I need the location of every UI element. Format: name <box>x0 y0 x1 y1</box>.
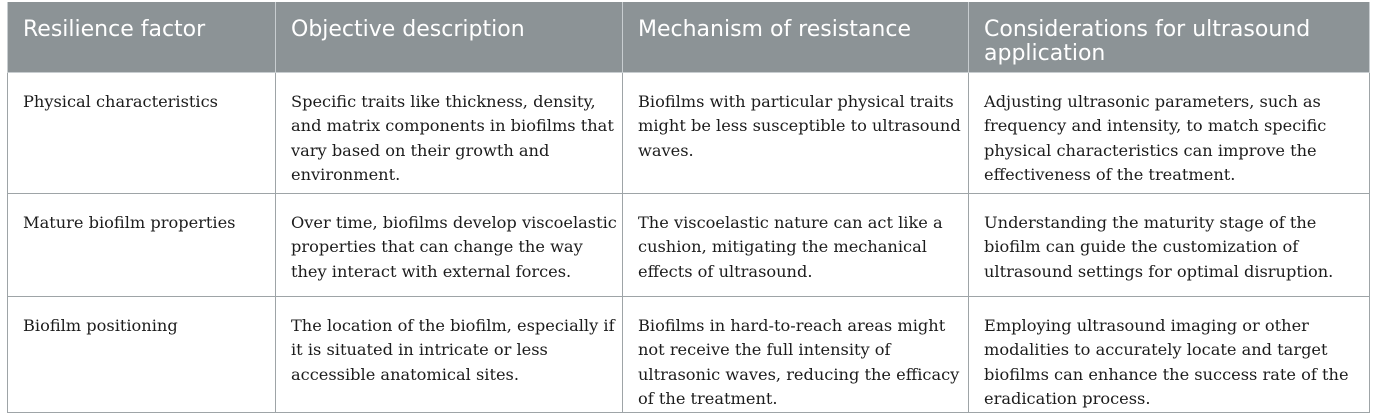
cell-resilience-factor: Physical characteristics <box>8 72 276 193</box>
cell-ultrasound-considerations: Adjusting ultrasonic parameters, such as frequency and intensity, to match specific physical characteristics can improve the effectiveness of the treatment. <box>969 72 1370 193</box>
table-row <box>8 72 1370 193</box>
header-resilience-factor: Resilience factor <box>8 2 276 72</box>
header-mechanism-of-resistance: Mechanism of resistance <box>623 2 969 72</box>
cell-mechanism-of-resistance: Biofilms in hard-to-reach areas might not receive the full intensity of ultrasonic waves, reducing the efficacy of the treatment. <box>623 296 969 412</box>
header-row <box>8 2 1370 72</box>
table-row <box>8 193 1370 296</box>
cell-objective-description: The location of the biofilm, especially if it is situated in intricate or less accessible anatomical sites. <box>276 296 623 412</box>
cell-ultrasound-considerations: Understanding the maturity stage of the biofilm can guide the customization of ultrasound settings for optimal disruption. <box>969 193 1370 296</box>
cell-resilience-factor: Biofilm positioning <box>8 296 276 412</box>
table-body <box>8 72 1370 412</box>
cell-mechanism-of-resistance: The viscoelastic nature can act like a cushion, mitigating the mechanical effects of ultrasound. <box>623 193 969 296</box>
header-objective-description: Objective description <box>276 2 623 72</box>
table-row <box>8 296 1370 412</box>
cell-objective-description: Specific traits like thickness, density, and matrix components in biofilms that vary based on their growth and environment. <box>276 72 623 193</box>
cell-mechanism-of-resistance: Biofilms with particular physical traits might be less susceptible to ultrasound waves. <box>623 72 969 193</box>
table-header <box>8 2 1370 72</box>
cell-resilience-factor: Mature biofilm properties <box>8 193 276 296</box>
cell-ultrasound-considerations: Employing ultrasound imaging or other modalities to accurately locate and target biofilms can enhance the success rate of the eradication process. <box>969 296 1370 412</box>
resilience-table <box>7 2 1370 413</box>
cell-objective-description: Over time, biofilms develop viscoelastic properties that can change the way they interact with external forces. <box>276 193 623 296</box>
header-ultrasound-considerations: Considerations for ultrasound application <box>969 2 1370 72</box>
